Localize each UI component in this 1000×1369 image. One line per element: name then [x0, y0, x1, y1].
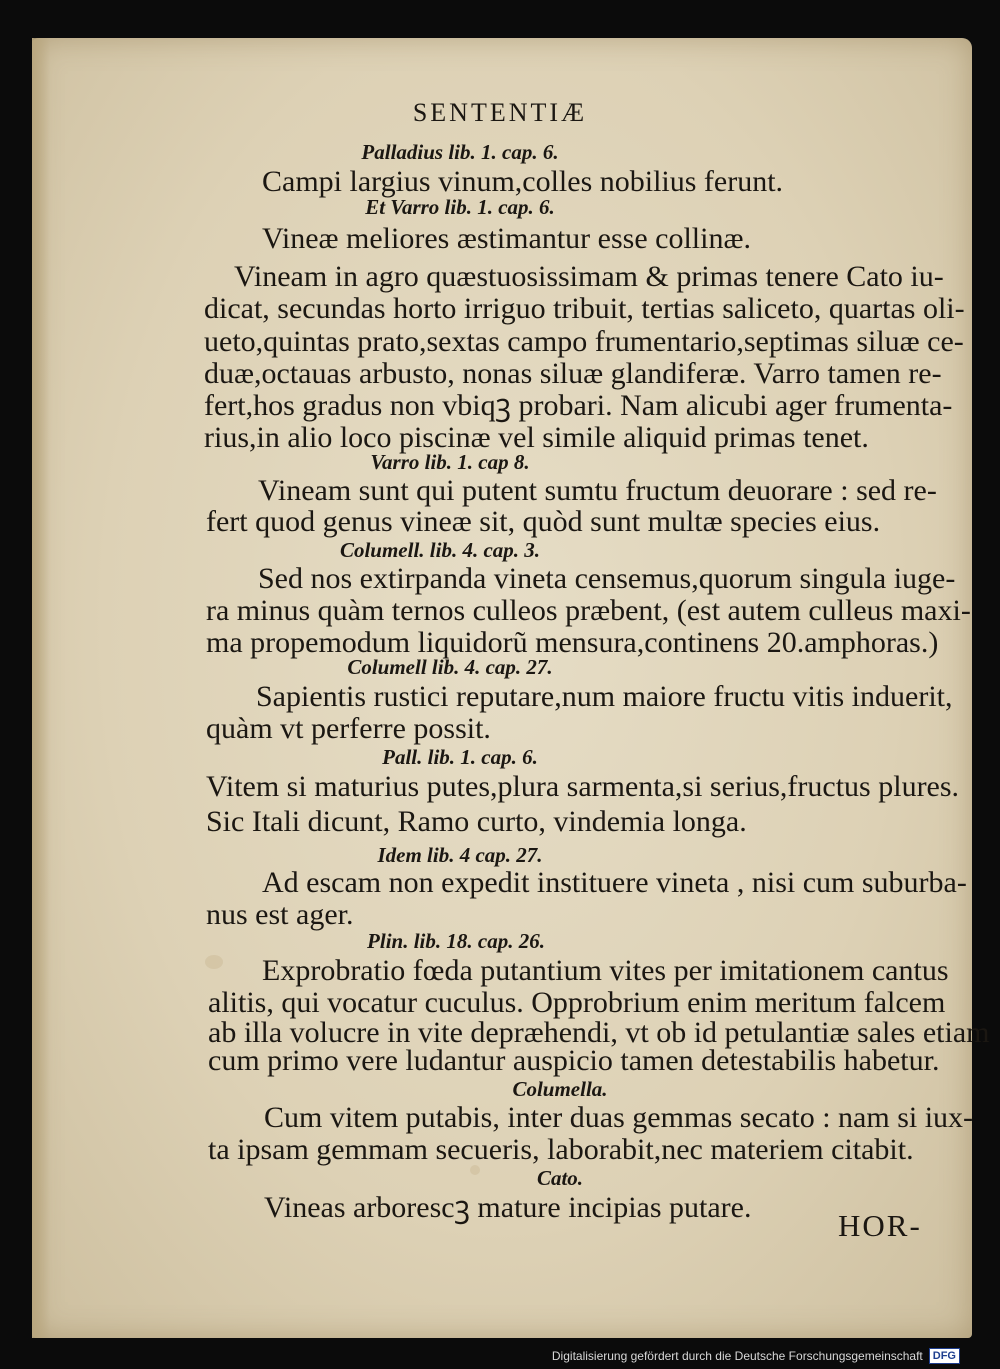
text-line: Vineas arborescꝫ mature incipias putare. — [264, 1191, 752, 1224]
page-gutter-shadow — [32, 38, 50, 1338]
text-line: Cum vitem putabis, inter duas gemmas secato : nam si iux- — [264, 1101, 974, 1134]
text-line: fert quod genus vineæ sit, quòd sunt multæ species eius. — [206, 505, 881, 538]
text-line: ab illa volucre in vite depræhendi, vt ob id petulantiæ sales etiam — [208, 1016, 990, 1049]
source-reference: Cato. — [536, 1166, 584, 1190]
catchword: HOR- — [838, 1208, 922, 1243]
text-line: fert,hos gradus non vbiqꝫ probari. Nam alicubi ager frumenta- — [204, 389, 953, 422]
text-line: ra minus quàm ternos culleos præbent, (est autem culleus maxi- — [206, 594, 971, 627]
text-line: ma propemodum liquidorũ mensura,continens 20.amphoras.) — [206, 626, 939, 659]
text-line: ta ipsam gemmam secueris, laborabit,nec materiem citabit. — [208, 1133, 914, 1166]
credit-text: Digitalisierung gefördert durch die Deutsche Forschungsgemeinschaft — [551, 1349, 923, 1363]
text-line: Vineam sunt qui putent sumtu fructum deuorare : sed re- — [258, 474, 937, 507]
text-line: quàm vt perferre possit. — [206, 712, 491, 745]
text-line: duæ,octauas arbusto, nonas siluæ glandiferæ. Varro tamen re- — [204, 357, 942, 390]
text-line: Sapientis rustici reputare,num maiore fructu vitis induerit, — [256, 680, 953, 713]
paper-stain — [205, 955, 223, 969]
source-reference: Palladius lib. 1. cap. 6. — [361, 140, 559, 164]
digitization-credit — [552, 1345, 960, 1367]
source-reference: Columell. lib. 4. cap. 3. — [339, 538, 541, 562]
source-reference: Columell lib. 4. cap. 27. — [347, 655, 553, 679]
text-line: nus est ager. — [206, 898, 354, 931]
text-line: Vitem si maturius putes,plura sarmenta,si serius,fructus plures. — [206, 770, 960, 803]
text-line: Exprobratio fœda putantium vites per imitationem cantus — [262, 954, 949, 987]
source-reference: Et Varro lib. 1. cap. 6. — [365, 195, 555, 219]
text-line: ueto,quintas prato,sextas campo frumentario,septimas siluæ ce- — [204, 325, 964, 358]
text-line: Campi largius vinum,colles nobilius ferunt. — [262, 165, 784, 198]
text-line: rius,in alio loco piscinæ vel simile aliquid primas tenet. — [204, 421, 869, 454]
text-line: dicat, secundas horto irriguo tribuit, tertias saliceto, quartas oli- — [204, 292, 965, 325]
text-line: Sed nos extirpanda vineta censemus,quorum singula iuge- — [258, 562, 956, 595]
dfg-logo: DFG — [929, 1348, 960, 1364]
text-line: alitis, qui vocatur cuculus. Opprobrium enim meritum falcem — [208, 986, 946, 1019]
text-line: cum primo vere ludantur auspicio tamen detestabilis habetur. — [208, 1044, 940, 1077]
text-line: Vineam in agro quæstuosissimam & primas tenere Cato iu- — [234, 260, 944, 293]
source-reference: Pall. lib. 1. cap. 6. — [382, 745, 538, 769]
source-reference: Idem lib. 4 cap. 27. — [377, 843, 543, 867]
text-line: Sic Itali dicunt, Ramo curto, vindemia longa. — [206, 805, 747, 838]
text-line: Ad escam non expedit instituere vineta , nisi cum suburba- — [262, 866, 967, 899]
text-line: Vineæ meliores æstimantur esse collinæ. — [262, 222, 751, 255]
source-reference: Plin. lib. 18. cap. 26. — [367, 929, 545, 953]
running-head: SENTENTIÆ — [412, 98, 588, 127]
source-reference: Varro lib. 1. cap 8. — [370, 450, 530, 474]
source-reference: Columella. — [512, 1077, 608, 1101]
